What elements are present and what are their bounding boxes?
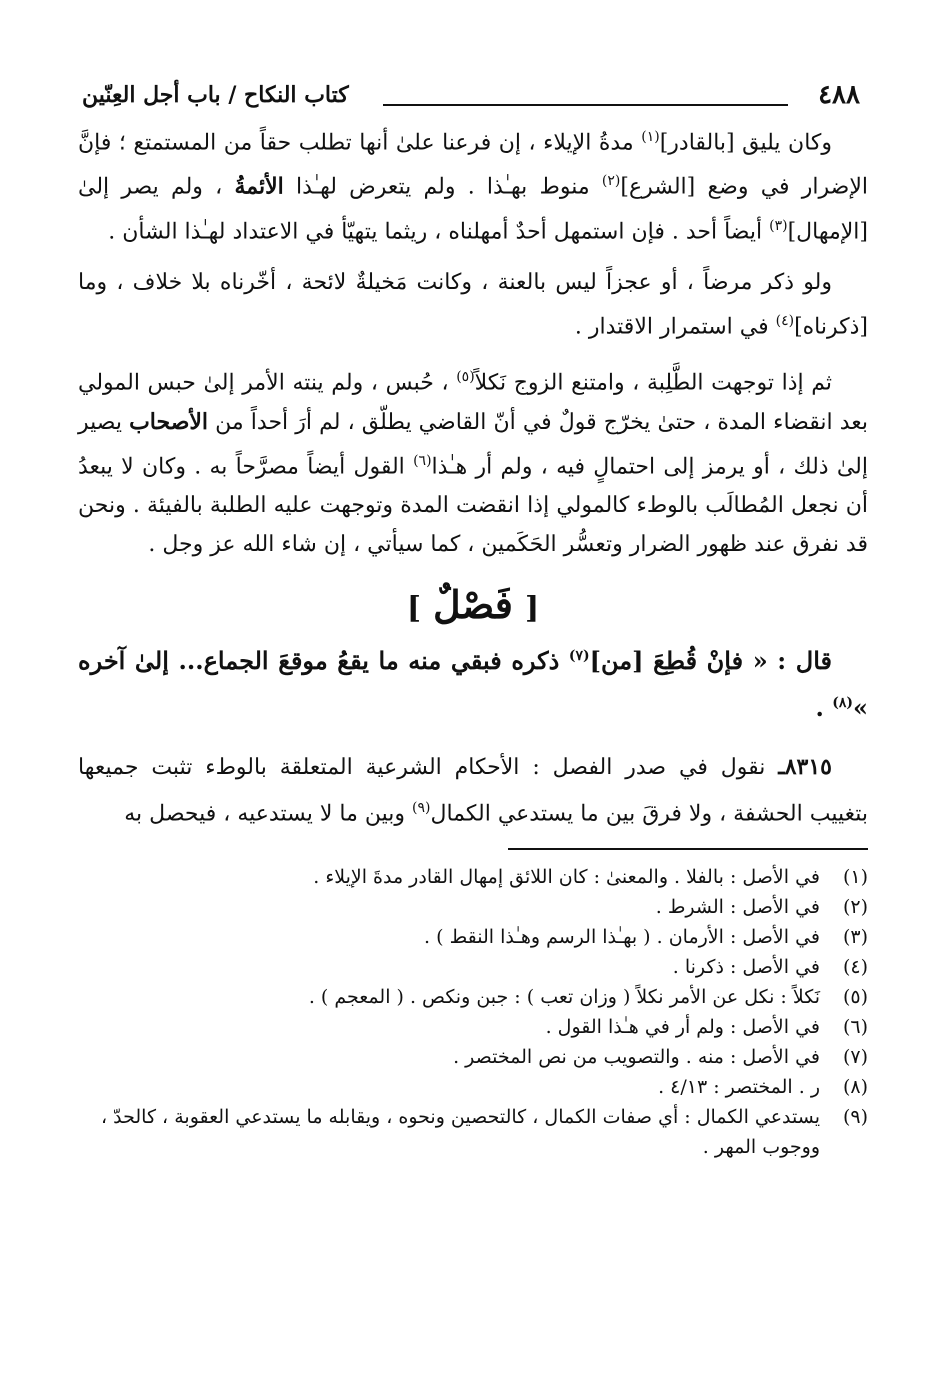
header-rule (383, 104, 788, 106)
footnote-separator (508, 848, 868, 850)
quoted-text (78, 635, 868, 729)
footnote-item (78, 1102, 868, 1162)
text-run: وكان يليق [بالقادر] (659, 130, 832, 156)
footnote-number: (٦) (842, 1016, 868, 1039)
text-run: مدةُ الإيلاء ، إن فرعنا علىٰ أنها تطلب حقاً من المستمتع ؛ فإنَّ الإضرار في وضع [الشرع] (78, 130, 868, 200)
text-run: أيضاً أحد . فإن استمهل أحدٌ أمهلناه ، ريثما يتهيّأ في الاعتداد لهـٰذا الشأن . (108, 218, 770, 244)
footnote-ref[interactable]: (٢) (601, 173, 621, 190)
footnote-text: في الأصل : ذكرنا . (672, 956, 820, 979)
page-header (78, 70, 868, 118)
text-run: وبين ما لا يستدعيه ، فيحصل به (124, 801, 412, 827)
text-run: ذكره فبقي منه ما يقعُ موقعَ الجماع... إلىٰ آخره » (78, 645, 868, 722)
numbered-paragraph (78, 747, 868, 834)
text-run: ، حُبس ، ولم ينته الأمر إلىٰ حبس المولي بعد انقضاء المدة ، حتىٰ يخرّج قولٌ في أنّ القاضي يطلّق ، لم أرَ أحداً من (78, 370, 868, 435)
footnote-item (78, 952, 868, 982)
paragraph-number: ٨٣١٥ـ (778, 753, 832, 780)
footnote-list (78, 862, 868, 1162)
footnote-ref[interactable]: (٩) (412, 799, 431, 816)
text-run: يصير إلىٰ ذلك ، أو يرمز إلى احتمالٍ فيه ، ولم أر هـٰذا (78, 409, 869, 479)
paragraph-2 (78, 263, 868, 346)
footnote-item (78, 862, 868, 892)
text-run: ولو ذكر مرضاً ، أو عجزاً ليس بالعنة ، وكانت مَخيلةٌ لائحة ، أخّرناه بلا خلاف ، وما [ذكرناه] (78, 269, 868, 340)
footnote-item (78, 922, 868, 952)
footnote-text: في الأصل : الأرمان . ( بهـٰذا الرسم وهـٰذا النقط ) . (424, 926, 820, 949)
footnote-item (78, 892, 868, 922)
bold-term: الأصحاب (129, 408, 209, 435)
footnote-ref[interactable]: (٥) (456, 369, 475, 386)
footnote-item (78, 1012, 868, 1042)
footnote-text: في الأصل : منه . والتصويب من نص المختصر . (453, 1046, 820, 1069)
bracket-close: ] (406, 590, 422, 626)
footnote-number: (٢) (842, 896, 868, 919)
text-run: منوط بهـٰذا . ولم يتعرض لهـٰذا (283, 174, 602, 200)
footnote-ref[interactable]: (٣) (769, 217, 788, 234)
footnote-ref[interactable]: (١) (641, 129, 660, 145)
text-run: نقول في صدر الفصل : الأحكام الشرعية المتعلقة بالوطء تثبت جميعها بتغييب الحشفة ، ولا فرقَ بين ما يستدعي الكمال (78, 754, 868, 827)
page-number: ٤٨٨ (818, 80, 860, 110)
footnote-ref[interactable]: (٨) (832, 694, 853, 711)
footnote-ref[interactable]: (٤) (775, 312, 795, 329)
text-run: ، ولم يصر إلىٰ [الإمهال] (78, 174, 868, 244)
text-run: قال : « فإنْ قُطِعَ [من] (589, 645, 832, 675)
footnote-text: نَكلاً : نكل عن الأمر نكلاً ( وزان تعب ) : جبن ونكص . ( المعجم ) . (308, 986, 820, 1009)
text-run: في استمرار الاقتدار . (574, 314, 776, 340)
bold-term: الأئمةُ (234, 173, 284, 200)
section-word: فَصْلٌ (433, 581, 513, 627)
footnote-text: في الأصل : بالفلا . والمعنىٰ : كان اللائق إمهال القادر مدةَ الإيلاء . (313, 866, 820, 889)
footnote-number: (٥) (842, 986, 868, 1009)
footnote-number: (٧) (842, 1046, 868, 1069)
text-run: . (815, 692, 833, 722)
chapter-title: كتاب النكاح / باب أجل العِنّين (82, 82, 349, 108)
footnote-text: ر . المختصر : ٤/١٣ . (658, 1076, 820, 1099)
footnote-ref[interactable]: (٦) (413, 452, 432, 469)
footnote-item (78, 1042, 868, 1072)
footnote-text: في الأصل : الشرط . (655, 896, 820, 919)
footnote-item (78, 982, 868, 1012)
paragraph-3 (78, 358, 868, 564)
footnote-number: (٣) (842, 926, 868, 949)
text-run: ثم إذا توجهت الطَّلِبة ، وامتنع الزوج نَكلاً (474, 370, 832, 396)
footnote-number: (٤) (842, 956, 868, 979)
text-run: القول أيضاً مصرَّحاً به . وكان لا يبعدُ أن نجعل المُطالَب بالوطء كالمولي إذا انقضت المدة وتوجهت عليه الطلبة بالفيئة . ونحن قد نفرق عند ظهور الضرار وتعسُّر الحَكَمين ، كما سيأتي ، إن شاء الله عز وجل . (78, 453, 868, 557)
footnote-number: (١) (842, 866, 868, 889)
footnote-ref[interactable]: (٧) (568, 647, 590, 664)
section-heading (78, 582, 868, 627)
footnote-text: يستدعي الكمال : أي صفات الكمال ، كالتحصين ونحوه ، ويقابله ما يستدعي العقوبة ، كالحدّ ، ووجوب المهر . (100, 1106, 820, 1159)
footnote-text: في الأصل : ولم أر في هـٰذا القول . (545, 1016, 820, 1039)
paragraph-1 (78, 118, 868, 251)
footnote-number: (٩) (842, 1106, 868, 1129)
book-page (78, 70, 868, 1162)
footnote-item (78, 1072, 868, 1102)
footnote-number: (٨) (842, 1076, 868, 1099)
bracket-open: [ (524, 590, 540, 626)
